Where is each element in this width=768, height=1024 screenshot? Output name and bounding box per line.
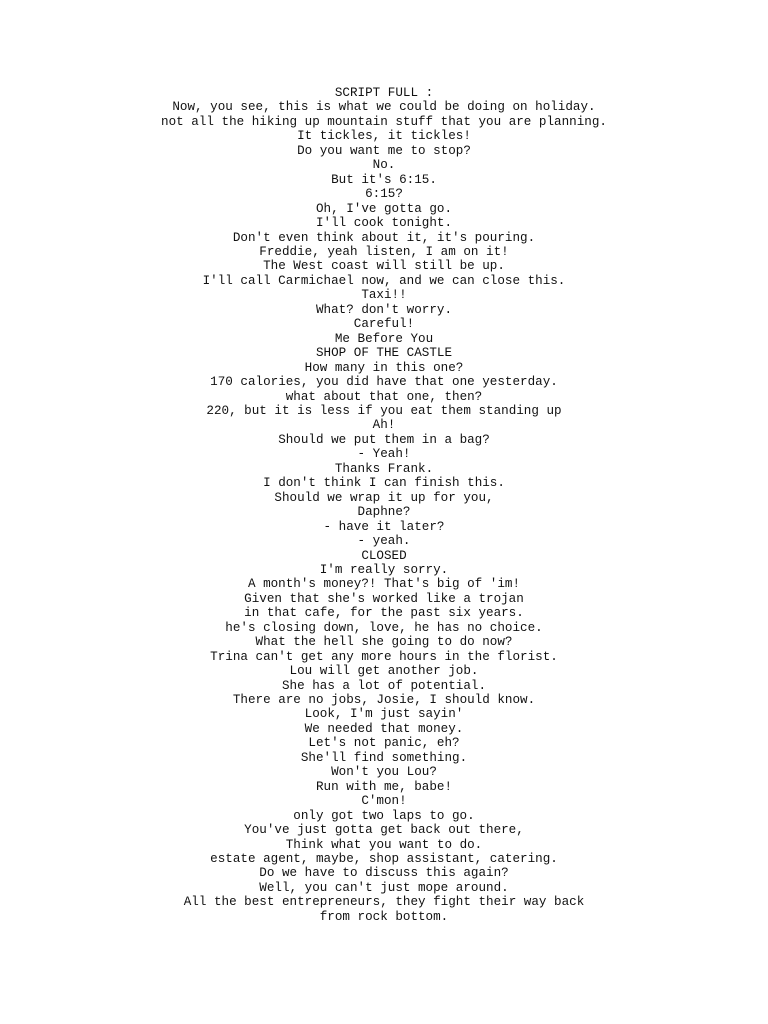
script-line: SHOP OF THE CASTLE [315, 346, 453, 361]
script-line: Thanks Frank. [334, 461, 434, 476]
script-line: Do we have to discuss this again? [259, 866, 509, 881]
script-line: not all the hiking up mountain stuff that you are planning. [161, 114, 607, 129]
script-line: Do you want me to stop? [297, 143, 471, 158]
script-line: It tickles, it tickles! [297, 129, 471, 144]
script-line: Freddie, yeah listen, I am on it! [259, 244, 509, 259]
script-line: The West coast will still be up. [263, 259, 505, 274]
script-line: Now, you see, this is what we could be doing on holiday. [172, 100, 596, 115]
script-line: How many in this one? [304, 360, 464, 375]
script-line: Me Before You [334, 331, 434, 346]
script-line: Ah! [372, 418, 396, 433]
script-line: Trina can't get any more hours in the florist. [210, 649, 558, 664]
script-line: in that cafe, for the past six years. [244, 606, 524, 621]
script-line: C'mon! [361, 794, 407, 809]
script-heading: SCRIPT FULL : [334, 86, 434, 100]
script-line: Taxi!! [361, 288, 407, 303]
script-line: You've just gotta get back out there, [244, 823, 524, 838]
script-line: Think what you want to do. [285, 837, 483, 852]
script-line: he's closing down, love, he has no choice. [225, 620, 543, 635]
script-line: Should we put them in a bag? [278, 432, 490, 447]
script-line: Lou will get another job. [289, 664, 479, 679]
script-line: 170 calories, you did have that one yesterday. [210, 375, 558, 390]
script-line: I'll call Carmichael now, and we can close this. [202, 273, 566, 288]
script-line: A month's money?! That's big of 'im! [247, 577, 521, 592]
script-line: Should we wrap it up for you, [274, 490, 494, 505]
script-line: Careful! [353, 317, 415, 332]
script-line: I'm really sorry. [319, 562, 449, 577]
script-line: Well, you can't just mope around. [259, 880, 509, 895]
script-line: She'll find something. [300, 750, 468, 765]
script-line: But it's 6:15. [331, 172, 437, 187]
script-line: estate agent, maybe, shop assistant, catering. [210, 852, 558, 867]
script-line: She has a lot of potential. [281, 678, 487, 693]
script-line: There are no jobs, Josie, I should know. [232, 693, 536, 708]
script-line: No. [372, 158, 396, 173]
script-line: - Yeah! [357, 447, 411, 462]
script-line: Oh, I've gotta go. [315, 201, 453, 216]
script-line: - yeah. [357, 534, 411, 549]
script-line: Daphne? [357, 505, 411, 520]
script-line: Don't even think about it, it's pouring. [232, 230, 536, 245]
script-line: I don't think I can finish this. [263, 476, 505, 491]
script-line: Won't you Lou? [331, 765, 437, 780]
script-line: only got two laps to go. [293, 808, 475, 823]
script-line: what about that one, then? [285, 389, 483, 404]
script-line: I'll cook tonight. [315, 216, 453, 231]
script-line: Let's not panic, eh? [308, 736, 460, 751]
script-line: What the hell she going to do now? [255, 635, 513, 650]
script-line: from rock bottom. [319, 909, 449, 924]
script-line: Run with me, babe! [315, 779, 453, 794]
script-line: - have it later? [323, 519, 445, 534]
script-line: What? don't worry. [315, 302, 453, 317]
script-line: All the best entrepreneurs, they fight their way back [183, 895, 585, 910]
script-line: CLOSED [361, 548, 407, 563]
script-line: Given that she's worked like a trojan [244, 591, 524, 606]
script-line: Look, I'm just sayin' [304, 707, 464, 722]
script-page [0, 86, 768, 924]
script-line: We needed that money. [304, 721, 464, 736]
script-line: 6:15? [365, 187, 403, 202]
script-line: 220, but it is less if you eat them standing up [206, 403, 562, 418]
